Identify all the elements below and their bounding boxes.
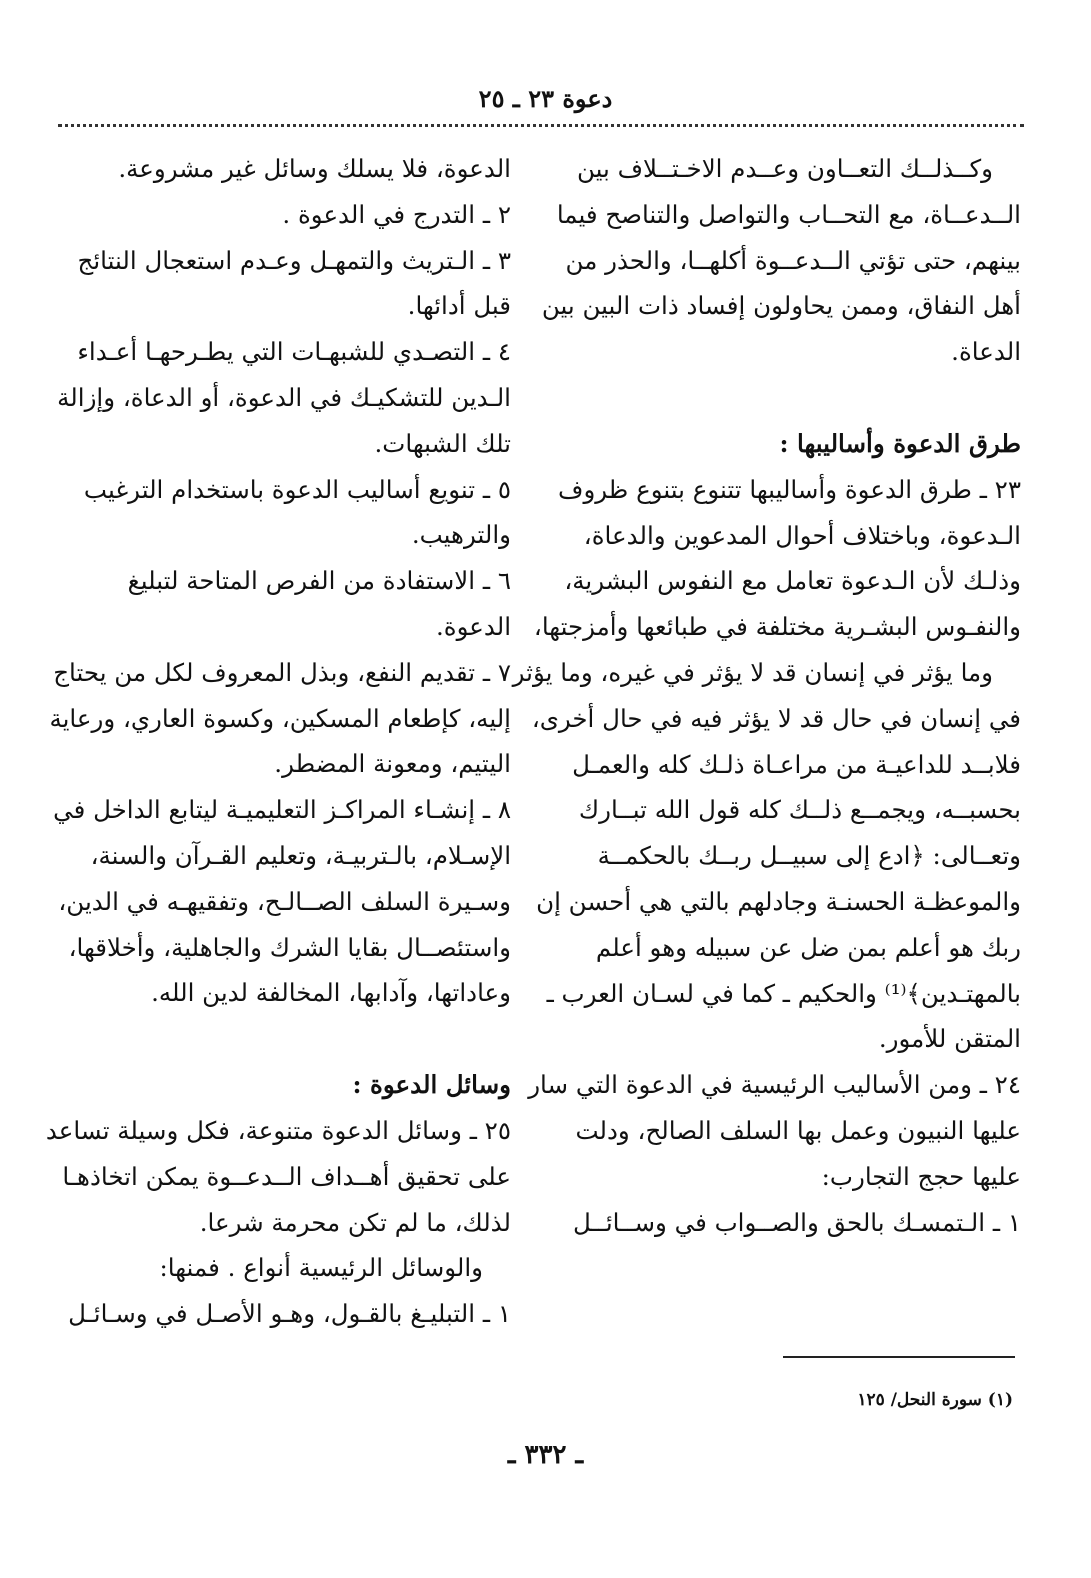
text-line: ربك هو أعلم بمن ضل عن سبيله وهو أعلم bbox=[595, 932, 1021, 962]
section-heading-means: وسائل الدعوة : bbox=[352, 1070, 511, 1100]
paragraph-gap bbox=[56, 1016, 511, 1062]
section-heading-methods: طرق الدعوة وأساليبها : bbox=[779, 428, 1021, 458]
text-line: ٢٥ ـ وسائل الدعوة متنوعة، فكل وسيلة تساعد bbox=[45, 1115, 511, 1145]
text-line: الـدين للتشكيـك في الدعوة، أو الدعاة، وإزالة bbox=[57, 382, 511, 412]
text-line: وتعــالى: ﴿ادع إلى سبيــل ربــك بالحكمــة bbox=[597, 841, 1021, 871]
text-line: ٣ ـ الـتريث والتمهـل وعـدم استعجال النتائج bbox=[77, 245, 511, 275]
text-line: والموعظـة الحسنـة وجادلهم بالتي هي أحسن إن bbox=[536, 886, 1021, 916]
text-line: ٢٣ ـ طرق الدعوة وأساليبها تتنوع بتنوع ظروف bbox=[558, 474, 1021, 504]
header-dotted-rule bbox=[58, 124, 1024, 127]
text-line: والترهيب. bbox=[411, 520, 511, 550]
text-line: الدعاة. bbox=[951, 337, 1021, 367]
page-number: ـ ٣٣٢ ـ bbox=[507, 1440, 584, 1470]
text-line: أهل النفاق، وممن يحاولون إفساد ذات البين بين bbox=[541, 291, 1021, 321]
text-line: اليتيم، ومعونة المضطر. bbox=[274, 749, 511, 779]
text-line: ٤ ـ التصـدي للشبهـات التي يطـرحهـا أعـداء bbox=[77, 337, 511, 367]
text-line: ٦ ـ الاستفادة من الفرص المتاحة لتبليغ bbox=[127, 566, 511, 596]
text-line: الــدعــاة، مع التحــاب والتواصل والتناصح فيما bbox=[556, 199, 1021, 229]
paragraph-gap bbox=[565, 375, 1021, 421]
text-line: ١ ـ الـتمسـك بالحق والصــواب في وســائــل bbox=[572, 1207, 1021, 1237]
text-line: والنفـوس البشـرية مختلفة في طبائعها وأمزجتها، bbox=[533, 612, 1021, 642]
text-line: على تحقيق أهــداف الــدعــوة يمكن اتخاذهـا bbox=[62, 1161, 511, 1191]
text-line: قبل أدائها. bbox=[407, 291, 511, 321]
text-line: وعاداتها، وآدابها، المخالفة لدين الله. bbox=[151, 978, 511, 1008]
text-line: الدعوة، فلا يسلك وسائل غير مشروعة. bbox=[118, 154, 511, 183]
text-line: ٢٤ ـ ومن الأساليب الرئيسية في الدعوة التي سار bbox=[528, 1070, 1021, 1100]
text-line: إليه، كإطعام المسكين، وكسوة العاري، ورعاية bbox=[49, 703, 511, 733]
text-line: لذلك، ما لم تكن محرمة شرعا. bbox=[199, 1207, 511, 1237]
text-line: عليها النبيون وعمل بها السلف الصالح، ودلت bbox=[575, 1115, 1021, 1145]
text-line: بحسبــه، ويجمــع ذلــك كله قول الله تبــارك bbox=[578, 795, 1021, 825]
text-line: ٨ ـ إنشـاء المراكـز التعليميـة ليتابع الداخل في bbox=[53, 795, 511, 825]
text-line: وذلـك لأن الـدعوة تعامل مع النفوس البشرية، bbox=[564, 566, 1021, 596]
text-line: المتقن للأمور. bbox=[878, 1024, 1021, 1054]
text-line: الـدعوة، وباختلاف أحوال المدعوين والدعاة، bbox=[583, 520, 1021, 550]
text-line: ١ ـ التبليـغ بالقـول، وهـو الأصـل في وسـائـل bbox=[68, 1299, 511, 1329]
text-line: وكــذلــك التعــاون وعــدم الاخـتــلاف بين bbox=[576, 154, 993, 183]
text-line: تلك الشبهات. bbox=[374, 428, 511, 458]
text-line: الإسـلام، بالـتربيـة، وتعليم القـرآن والسنة، bbox=[90, 840, 511, 870]
text-line: في إنسان في حال قد لا يؤثر فيه في حال أخرى، bbox=[531, 703, 1021, 733]
page-header-title: دعوة ٢٣ ـ ٢٥ bbox=[478, 84, 613, 113]
text-line: ٧ ـ تقديم النفع، وبذل المعروف لكل من يحتاج bbox=[53, 657, 511, 687]
text-line: وما يؤثر في إنسان قد لا يؤثر في غيره، وما يؤثر bbox=[512, 657, 993, 687]
text-line: بينهم، حتى تؤتي الــدعــوة أكلهــا، والحذر من bbox=[565, 245, 1021, 275]
right-column bbox=[512, 146, 1021, 1245]
text-line: وسـيرة السلف الصــالـح، وتفقيهـه في الدين، bbox=[58, 886, 511, 916]
text-line: ٥ ـ تنويع أساليب الدعوة باستخدام الترغيب bbox=[83, 474, 511, 504]
text-line: الدعوة. bbox=[435, 611, 511, 641]
text-line: واستئصــال بقايا الشرك والجاهلية، وأخلاقها، bbox=[68, 932, 511, 962]
text-line: بالمهتـدين﴾⁽¹⁾ والحكيم ـ كما في لسـان العرب ـ bbox=[546, 978, 1021, 1008]
footnote-rule bbox=[783, 1356, 1015, 1358]
text-line: عليها حجج التجارب: bbox=[821, 1161, 1021, 1191]
left-column bbox=[45, 146, 511, 1337]
footnote: (١) سورة النحل/ ١٢٥ bbox=[857, 1390, 1013, 1410]
text-line: فلابــد للداعيـة من مراعـاة ذلـك كله والعمـل bbox=[572, 749, 1021, 779]
text-line: والوسائل الرئيسية أنواع . فمنها: bbox=[159, 1253, 483, 1283]
text-line: ٢ ـ التدرج في الدعوة . bbox=[282, 199, 511, 229]
